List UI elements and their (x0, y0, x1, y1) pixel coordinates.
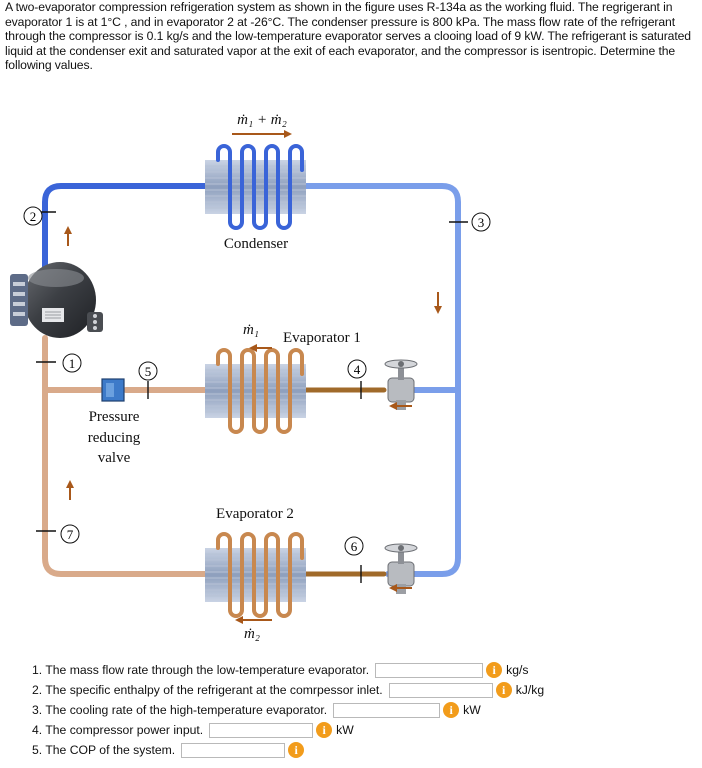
expansion-valve-2 (385, 544, 417, 594)
question-1-answer-input[interactable] (375, 663, 483, 678)
question-2-label: 2. The specific enthalpy of the refrigerant at the comrpessor inlet. (32, 683, 383, 697)
question-3-unit: kW (463, 703, 481, 717)
question-2 (32, 680, 544, 700)
compressor (10, 262, 103, 338)
info-icon[interactable]: i (443, 702, 459, 718)
svg-text:7: 7 (66, 527, 74, 542)
pressure-reducing-valve (102, 379, 124, 401)
state-2-label (24, 207, 42, 225)
arrow-evap2-flow (235, 616, 272, 624)
valve-label-line2: reducing (87, 430, 141, 446)
total-flow-label: ṁ₁ + ṁ₂ (237, 112, 287, 128)
question-5 (32, 740, 308, 760)
liquid-pipe (306, 186, 458, 574)
question-2-unit: kJ/kg (515, 683, 545, 697)
arrow-suction-up (66, 480, 74, 500)
state-1-label (63, 354, 81, 372)
valve-label-line3: valve (97, 450, 131, 466)
condenser-label: Condenser (223, 236, 289, 252)
evaporator2-label: Evaporator 2 (216, 506, 294, 522)
question-1-unit: kg/s (506, 663, 529, 677)
valve-label-line1: Pressure (88, 409, 140, 425)
question-4 (32, 720, 354, 740)
refrigeration-system-diagram (0, 90, 702, 650)
evap2-flow-label: ṁ₂ (243, 626, 261, 642)
condenser (205, 146, 306, 228)
svg-text:3: 3 (477, 215, 485, 230)
arrow-total-flow (232, 130, 292, 138)
expansion-valve-1 (385, 360, 417, 410)
info-icon[interactable]: i (486, 662, 502, 678)
evaporator-2 (205, 534, 306, 616)
question-4-answer-input[interactable] (209, 723, 313, 738)
svg-text:2: 2 (29, 209, 37, 224)
evap1-flow-label: ṁ₁ (242, 322, 260, 338)
svg-text:6: 6 (350, 539, 358, 554)
arrow-liquid-down (434, 292, 442, 314)
question-3 (32, 700, 481, 720)
question-4-unit: kW (336, 723, 354, 737)
question-1 (32, 660, 529, 680)
discharge-pipe (45, 186, 205, 268)
info-icon[interactable]: i (316, 722, 332, 738)
problem-statement: A two-evaporator compression refrigeration system as shown in the figure uses R-134a as the working fluid. The regrigerant in evaporator 1 is at 1°C , and in evaporator 2 at -26°C. The condenser pressure is 800 kPa. The mass flow rate of the refrigerant through the compressor is 0.1 kg/s and the low-temperature evaporator serves a clooing load of 9 kW. The refrigerant is saturated liquid at the condenser exit and saturated vapor at the exit of each evaporator, and the compressor is isentropic. Determine the following values. (5, 0, 691, 73)
question-1-label: 1. The mass flow rate through the low-temperature evaporator. (32, 663, 370, 677)
state-4-label (348, 360, 366, 378)
state-6-label (345, 537, 363, 555)
svg-text:1: 1 (68, 356, 76, 371)
svg-text:4: 4 (353, 362, 361, 377)
state-5-label (139, 362, 157, 380)
question-4-label: 4. The compressor power input. (32, 723, 204, 737)
question-5-answer-input[interactable] (181, 743, 285, 758)
evaporator-1 (205, 350, 306, 432)
svg-text:5: 5 (144, 364, 152, 379)
evaporator1-label: Evaporator 1 (283, 330, 361, 346)
question-3-label: 3. The cooling rate of the high-temperature evaporator. (32, 703, 328, 717)
info-icon[interactable]: i (288, 742, 304, 758)
question-3-answer-input[interactable] (333, 703, 440, 718)
question-5-label: 5. The COP of the system. (32, 743, 176, 757)
question-2-answer-input[interactable] (389, 683, 493, 698)
state-3-label (472, 213, 490, 231)
info-icon[interactable]: i (496, 682, 512, 698)
arrow-discharge-up (64, 226, 72, 246)
state-7-label (61, 525, 79, 543)
